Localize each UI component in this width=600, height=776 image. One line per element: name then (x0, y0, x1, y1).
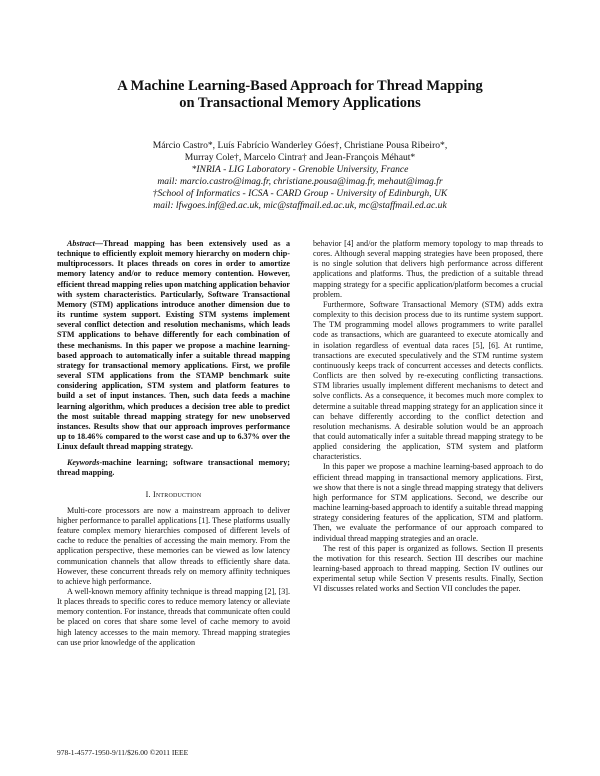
abstract (57, 239, 290, 452)
affiliation-1: *INRIA - LIG Laboratory - Grenoble University, France (191, 164, 409, 175)
email-line-1: mail: marcio.castro@imag.fr, christiane.pousa@imag.fr, mehaut@imag.fr (157, 176, 443, 187)
right-paragraph-2: Furthermore, Software Transactional Memory (STM) adds extra complexity to this decision process due to its runtime system support. The TM programming model allows programmers to write parallel code as transactions, which are guaranteed to execute atomically and in isolation regardless of eventual data races [5], [6]. At runtime, transactions are executed speculatively and the STM runtime system continuously keeps track of concurrent accesses and detects conflicts. Conflicts are then solved by re-executing conflicting transactions. STM libraries usually implement different mechanisms to detect and solve conflicts. As a consequence, it becomes much more complex to determine a suitable thread mapping strategy for an application since it can behave differently according to the conflict detection and resolution mechanisms. A desirable solution would be an approach that could automatically infer a suitable thread mapping strategy to be applied considering the application, STM system and platform characteristics. (313, 299, 543, 462)
right-paragraph-3: In this paper we propose a machine learning-based approach to do efficient thread mapping in transactional memory applications. First, we show that there is not a single thread mapping strategy that delivers high performance for STM applications. Second, we describe our machine learning-based approach to identify a suitable thread mapping strategy considering features of the application, STM and platform. Then, we evaluate the performance of our approach compared to individual thread mapping strategies and an oracle. (313, 462, 543, 543)
keywords (57, 458, 290, 478)
keywords-label: Keywords (67, 458, 100, 468)
intro-paragraph-2: A well-known memory affinity technique is thread mapping [2], [3]. It places threads to specific cores to reduce memory latency or alleviate memory contention. For instance, threads that communicate often could be placed on cores that share some level of cache memory to avoid high latency accesses to the main memory. Thread mapping strategies can use prior knowledge of the application (57, 587, 290, 647)
right-paragraph-1: behavior [4] and/or the platform memory topology to map threads to cores. Although several mapping strategies have been proposed, there is no single solution that delivers high performance across different applications and platforms. Thus, the prediction of a suitable thread mapping strategy for a specific application/platform becomes a crucial problem. (313, 239, 543, 299)
abstract-text: —Thread mapping has been extensively used as a technique to efficiently exploit memory hierarchy on modern chip-multiprocessors. It places threads on cores in order to amortize memory latency and/or to reduce memory contention. However, efficient thread mapping relies upon matching application behavior with system characteristics. Particularly, Software Transactional Memory (STM) applications introduce another dimension due to its runtime system support. Existing STM systems implement several conflict detection and resolution mechanisms, which leads STM applications to behave differently for each combination of these mechanisms. In this paper we propose a machine learning-based approach to automatically infer a suitable thread mapping strategy for transactional memory applications. First, we profile several STM applications from the STAMP benchmark suite considering application, STM system and platform features to build a set of input instances. Then, such data feeds a machine learning algorithm, which produces a decision tree able to predict the most suitable thread mapping strategy for new unobserved instances. Results show that our approach improves performance up to 18.46% compared to the worst case and up to 6.37% over the Linux default thread mapping strategy. (57, 239, 290, 452)
right-column (313, 239, 543, 594)
abstract-label: Abstract (67, 239, 95, 248)
authors-line-1: Márcio Castro*, Luís Fabrício Wanderley Góes†, Christiane Pousa Ribeiro*, (152, 140, 448, 151)
section-heading-introduction: I. Introduction (145, 489, 202, 499)
author-block (0, 140, 600, 212)
email-line-2: mail: lfwgoes.inf@ed.ac.uk, mic@staffmail.ed.ac.uk, mc@staffmail.ed.ac.uk (153, 200, 447, 211)
affiliation-2: †School of Informatics - ICSA - CARD Group - University of Edinburgh, UK (152, 188, 448, 199)
title-line-2: on Transactional Memory Applications (179, 95, 421, 111)
keywords-text: -machine learning; software transactional memory; thread mapping. (57, 458, 290, 478)
intro-paragraph-1: Multi-core processors are now a mainstream approach to deliver higher performance to parallel applications [1]. These platforms usually feature complex memory hierarchies composed of different levels of cache to reduce the penalties of accessing the main memory. From the application perspective, these memories can be viewed as low latency communication channels that allow threads to efficiently share data. However, these concurrent threads rely on memory affinity techniques to achieve high performance. (57, 505, 290, 586)
authors-line-2: Murray Cole†, Marcelo Cintra† and Jean-François Méhaut* (184, 152, 416, 163)
title-line-1: A Machine Learning-Based Approach for Thread Mapping (117, 78, 483, 94)
paper-title (0, 78, 600, 112)
copyright-footer: 978-1-4577-1950-9/11/$26.00 ©2011 IEEE (57, 748, 189, 757)
right-paragraph-4: The rest of this paper is organized as follows. Section II presents the motivation for this research. Section III describes our machine learning-based approach to thread mapping. Section IV outlines our experimental setup while Section V presents results. Finally, Section VI discusses related works and Section VII concludes the paper. (313, 543, 543, 594)
left-column (57, 239, 290, 648)
